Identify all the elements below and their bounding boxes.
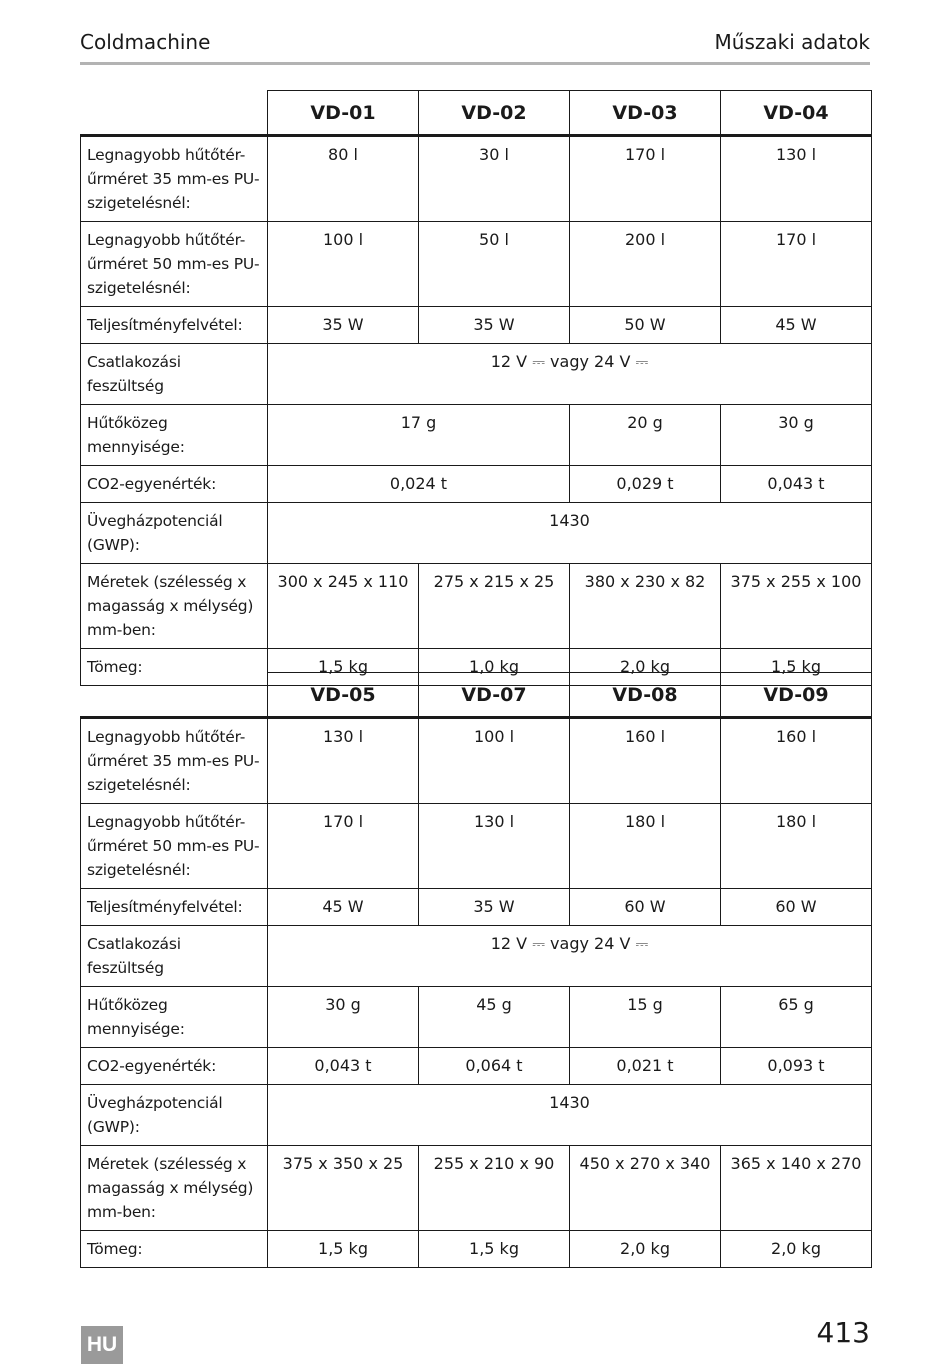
cell-value: 160 l — [570, 718, 721, 804]
cell-value: 365 x 140 x 270 — [721, 1146, 872, 1231]
model-header: VD-07 — [419, 673, 570, 718]
cell-value: 20 g — [570, 405, 721, 466]
cell-value-merged: 17 g — [268, 405, 570, 466]
cell-value-merged: 12 V ⎓ vagy 24 V ⎓ — [268, 344, 872, 405]
cell-value: 45 W — [268, 889, 419, 926]
row-label: Méretek (szélesség x magasság x mélység) mm-ben: — [81, 1146, 268, 1231]
table-row — [81, 136, 872, 222]
cell-value: 30 g — [268, 987, 419, 1048]
cell-value: 130 l — [268, 718, 419, 804]
cell-value: 2,0 kg — [570, 649, 721, 686]
cell-value: 275 x 215 x 25 — [419, 564, 570, 649]
table-row — [81, 804, 872, 889]
row-label: Legnagyobb hűtőtér-űrméret 35 mm-es PU-szigetelésnél: — [81, 718, 268, 804]
cell-value: 0,043 t — [268, 1048, 419, 1085]
row-label: CO2-egyenérték: — [81, 466, 268, 503]
cell-value: 375 x 255 x 100 — [721, 564, 872, 649]
table-row — [81, 405, 872, 466]
cell-value-merged: 12 V ⎓ vagy 24 V ⎓ — [268, 926, 872, 987]
cell-value: 1,5 kg — [268, 649, 419, 686]
cell-value: 375 x 350 x 25 — [268, 1146, 419, 1231]
row-label: Méretek (szélesség x magasság x mélység) mm-ben: — [81, 564, 268, 649]
table-row — [81, 466, 872, 503]
model-header: VD-01 — [268, 91, 419, 136]
cell-value: 80 l — [268, 136, 419, 222]
model-header: VD-05 — [268, 673, 419, 718]
row-label: Hűtőközeg mennyisége: — [81, 987, 268, 1048]
cell-value: 35 W — [419, 307, 570, 344]
row-label: Legnagyobb hűtőtér-űrméret 50 mm-es PU-szigetelésnél: — [81, 222, 268, 307]
cell-value: 1,0 kg — [419, 649, 570, 686]
table-row — [81, 1048, 872, 1085]
cell-value: 200 l — [570, 222, 721, 307]
page-number: 413 — [816, 1316, 870, 1349]
cell-value: 2,0 kg — [570, 1231, 721, 1268]
table-row — [81, 564, 872, 649]
row-label: Tömeg: — [81, 1231, 268, 1268]
row-label: Legnagyobb hűtőtér-űrméret 50 mm-es PU-szigetelésnél: — [81, 804, 268, 889]
cell-value: 170 l — [268, 804, 419, 889]
cell-value: 380 x 230 x 82 — [570, 564, 721, 649]
cell-value: 0,043 t — [721, 466, 872, 503]
row-label: Teljesítményfelvétel: — [81, 889, 268, 926]
table-header-row — [81, 673, 872, 718]
cell-value: 300 x 245 x 110 — [268, 564, 419, 649]
cell-value: 1,5 kg — [721, 649, 872, 686]
row-label: Legnagyobb hűtőtér-űrméret 35 mm-es PU-szigetelésnél: — [81, 136, 268, 222]
cell-value: 60 W — [721, 889, 872, 926]
row-label: Üvegházpotenciál (GWP): — [81, 503, 268, 564]
model-header: VD-04 — [721, 91, 872, 136]
cell-value: 255 x 210 x 90 — [419, 1146, 570, 1231]
cell-value: 100 l — [268, 222, 419, 307]
header-section-title: Műszaki adatok — [714, 30, 870, 54]
table-row — [81, 889, 872, 926]
cell-value: 0,029 t — [570, 466, 721, 503]
model-header: VD-02 — [419, 91, 570, 136]
cell-value: 0,093 t — [721, 1048, 872, 1085]
table-header-row — [81, 91, 872, 136]
model-header: VD-08 — [570, 673, 721, 718]
cell-value: 50 W — [570, 307, 721, 344]
table-row — [81, 307, 872, 344]
cell-value: 160 l — [721, 718, 872, 804]
page-header — [80, 30, 870, 65]
cell-value: 170 l — [721, 222, 872, 307]
cell-value: 30 l — [419, 136, 570, 222]
cell-value: 1,5 kg — [268, 1231, 419, 1268]
spec-table-1 — [80, 90, 872, 686]
cell-value: 15 g — [570, 987, 721, 1048]
table-row — [81, 926, 872, 987]
table-row — [81, 1231, 872, 1268]
header-product-name: Coldmachine — [80, 30, 211, 54]
cell-value: 180 l — [570, 804, 721, 889]
cell-value: 45 W — [721, 307, 872, 344]
table-row — [81, 987, 872, 1048]
row-label: Hűtőközeg mennyisége: — [81, 405, 268, 466]
header-blank-cell — [81, 91, 268, 136]
cell-value: 1,5 kg — [419, 1231, 570, 1268]
table-row — [81, 503, 872, 564]
row-label: Tömeg: — [81, 649, 268, 686]
cell-value: 0,021 t — [570, 1048, 721, 1085]
cell-value: 50 l — [419, 222, 570, 307]
cell-value: 35 W — [268, 307, 419, 344]
table-row — [81, 344, 872, 405]
cell-value-merged: 1430 — [268, 503, 872, 564]
row-label: Csatlakozási feszültség — [81, 926, 268, 987]
model-header: VD-09 — [721, 673, 872, 718]
cell-value: 180 l — [721, 804, 872, 889]
cell-value: 65 g — [721, 987, 872, 1048]
cell-value-merged: 0,024 t — [268, 466, 570, 503]
cell-value: 100 l — [419, 718, 570, 804]
cell-value: 130 l — [419, 804, 570, 889]
cell-value: 60 W — [570, 889, 721, 926]
table-row — [81, 1085, 872, 1146]
language-badge: HU — [81, 1326, 123, 1364]
table-row — [81, 1146, 872, 1231]
cell-value: 0,064 t — [419, 1048, 570, 1085]
model-header: VD-03 — [570, 91, 721, 136]
cell-value: 450 x 270 x 340 — [570, 1146, 721, 1231]
header-blank-cell — [81, 673, 268, 718]
table-row — [81, 718, 872, 804]
cell-value: 130 l — [721, 136, 872, 222]
cell-value: 170 l — [570, 136, 721, 222]
cell-value: 30 g — [721, 405, 872, 466]
row-label: Üvegházpotenciál (GWP): — [81, 1085, 268, 1146]
row-label: CO2-egyenérték: — [81, 1048, 268, 1085]
cell-value: 2,0 kg — [721, 1231, 872, 1268]
cell-value-merged: 1430 — [268, 1085, 872, 1146]
spec-table-2 — [80, 672, 872, 1268]
row-label: Teljesítményfelvétel: — [81, 307, 268, 344]
row-label: Csatlakozási feszültség — [81, 344, 268, 405]
cell-value: 45 g — [419, 987, 570, 1048]
table-row — [81, 222, 872, 307]
cell-value: 35 W — [419, 889, 570, 926]
